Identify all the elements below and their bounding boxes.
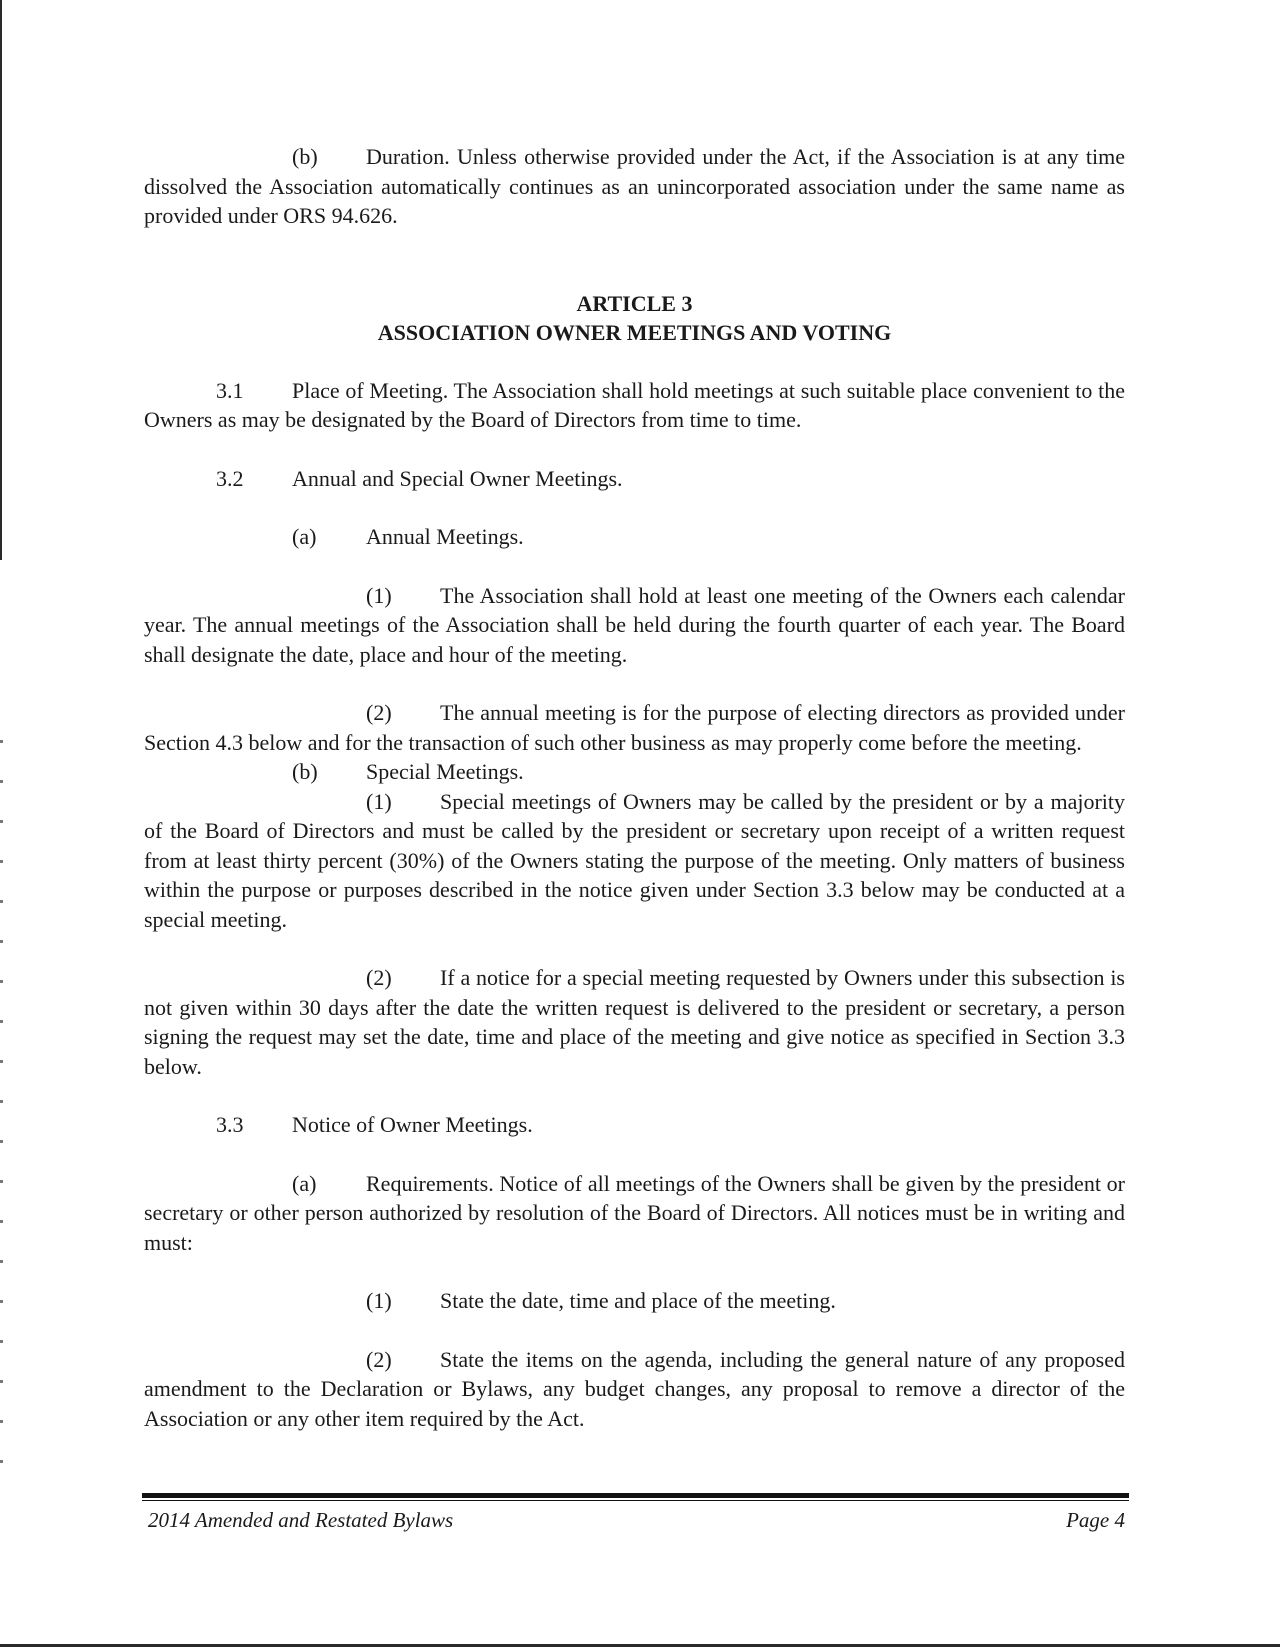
section-3-2-a-2 xyxy=(144,698,1125,757)
footer-page-number: Page 4 xyxy=(1066,1508,1125,1532)
clause-number: 3.2 xyxy=(216,465,244,491)
section-b-duration xyxy=(144,142,1125,231)
clause-number: (2) xyxy=(366,700,392,725)
section-3-1 xyxy=(144,376,1125,435)
clause-text: Requirements. Notice of all meetings of the Owners shall be given by the president or secretary or other person authorized by resolution of the Board of Directors. All notices must be in writing and must: xyxy=(144,1170,1125,1255)
clause-number: (b) xyxy=(292,144,318,169)
section-3-3-a xyxy=(144,1169,1125,1258)
clause-text: Place of Meeting. The Association shall hold meetings at such suitable place convenient to the Owners as may be designated by the Board of Directors from time to time. xyxy=(144,377,1125,432)
clause-number: (1) xyxy=(366,1288,392,1313)
scan-edge-left xyxy=(0,0,2,560)
clause-number: (a) xyxy=(292,524,317,549)
clause-number: (2) xyxy=(366,1346,392,1372)
scan-edge-marks xyxy=(0,740,3,1500)
footer-rule-thin xyxy=(142,1500,1129,1501)
clause-number: (a) xyxy=(292,1170,317,1196)
clause-number: (1) xyxy=(366,582,392,608)
clause-text: State the date, time and place of the meeting. xyxy=(440,1288,836,1313)
clause-number: (2) xyxy=(366,965,392,990)
clause-text: Notice of Owner Meetings. xyxy=(292,1112,533,1137)
clause-text: The Association shall hold at least one meeting of the Owners each calendar year. The annual meetings of the Association shall be held during the fourth quarter of each year. The Board shall designate the date, place and hour of the meeting. xyxy=(144,582,1125,667)
clause-text: If a notice for a special meeting requested by Owners under this subsection is not given within 30 days after the date the written request is delivered to the president or secretary, a person signing the request may set the date, time and place of the meeting and give notice as specified in Section 3.3 below. xyxy=(144,965,1125,1079)
clause-text: Annual Meetings. xyxy=(366,524,524,549)
section-3-2-b-1 xyxy=(144,787,1125,935)
section-3-2-b-2 xyxy=(144,963,1125,1081)
section-3-3-a-2 xyxy=(144,1345,1125,1434)
section-3-2-a xyxy=(144,522,1125,552)
section-3-2-b xyxy=(144,757,1125,787)
clause-text: The annual meeting is for the purpose of electing directors as provided under Section 4.3 below and for the transaction of such other business as may properly come before the meeting. xyxy=(144,700,1125,755)
clause-text: Duration. Unless otherwise provided under the Act, if the Association is at any time dissolved the Association automatically continues as an unincorporated association under the same name as provided under ORS 94.626. xyxy=(144,144,1125,228)
document-page xyxy=(144,142,1125,1462)
clause-number: (b) xyxy=(292,759,318,784)
article-number: ARTICLE 3 xyxy=(576,290,693,316)
clause-text: State the items on the agenda, including the general nature of any proposed amendment to the Declaration or Bylaws, any budget changes, any proposal to remove a director of the Association or any other item required by the Act. xyxy=(144,1346,1125,1431)
footer-rule-thick xyxy=(142,1493,1129,1498)
footer-document-title: 2014 Amended and Restated Bylaws xyxy=(148,1508,454,1532)
clause-text: Annual and Special Owner Meetings. xyxy=(292,465,623,491)
clause-text: Special meetings of Owners may be called by the president or by a majority of the Board of Directors and must be called by the president or secretary upon receipt of a written request from at least thirty percent (30%) of the Owners stating the purpose of the meeting. Only matters of business within the purpose or purposes described in the notice given under Section 3.3 below may be conducted at a special meeting. xyxy=(144,788,1125,932)
clause-number: (1) xyxy=(366,788,392,814)
page-footer xyxy=(148,1508,1125,1533)
section-3-3 xyxy=(144,1110,1125,1140)
article-heading xyxy=(144,289,1125,347)
section-3-2-a-1 xyxy=(144,581,1125,670)
section-3-3-a-1 xyxy=(144,1286,1125,1316)
section-3-2 xyxy=(144,464,1125,494)
clause-number: 3.1 xyxy=(216,377,244,403)
article-title: ASSOCIATION OWNER MEETINGS AND VOTING xyxy=(377,319,892,345)
clause-text: Special Meetings. xyxy=(366,759,524,784)
clause-number: 3.3 xyxy=(216,1112,244,1137)
